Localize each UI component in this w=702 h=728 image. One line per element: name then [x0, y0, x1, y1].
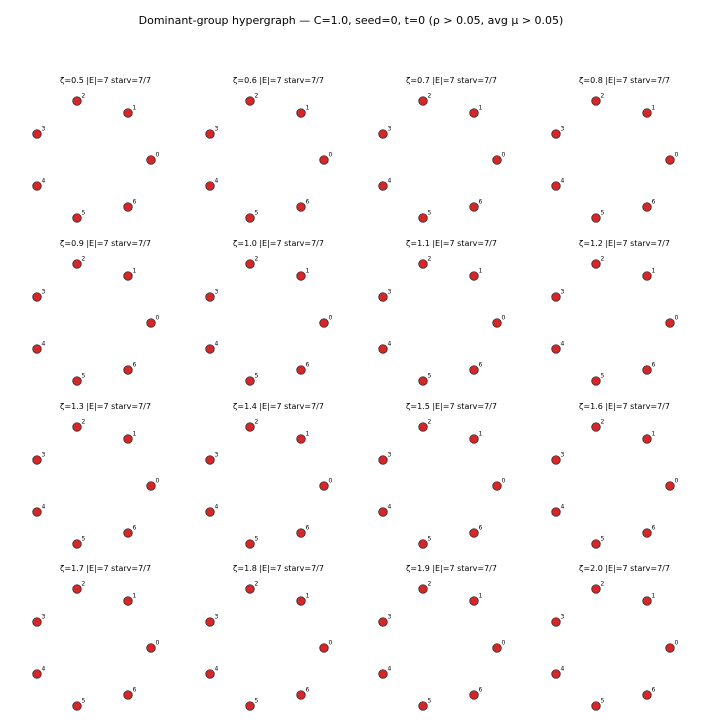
node-label-2: 2	[600, 92, 605, 100]
hypergraph-panel	[365, 76, 538, 238]
panel-title: ζ=0.6 |E|=7 starv=7/7	[233, 76, 324, 85]
node-3	[206, 618, 215, 627]
node-label-0: 0	[155, 314, 160, 322]
hypergraph-plot	[538, 76, 702, 238]
hypergraph-plot	[19, 402, 192, 564]
node-label-5: 5	[81, 209, 86, 217]
node-label-6: 6	[651, 361, 656, 369]
node-label-6: 6	[478, 686, 483, 694]
node-1	[470, 435, 479, 444]
node-label-5: 5	[427, 535, 432, 543]
hypergraph-panel	[19, 76, 192, 238]
hypergraph-plot	[192, 76, 365, 238]
node-label-5: 5	[254, 372, 259, 380]
node-1	[470, 272, 479, 281]
node-1	[297, 597, 306, 606]
node-label-3: 3	[387, 125, 392, 133]
node-label-0: 0	[674, 639, 679, 647]
node-0	[147, 482, 156, 491]
node-0	[320, 644, 329, 653]
node-0	[493, 156, 502, 165]
hypergraph-panel	[19, 564, 192, 726]
hypergraph-plot	[192, 402, 365, 564]
panel-title: ζ=1.3 |E|=7 starv=7/7	[60, 402, 151, 411]
node-1	[643, 597, 652, 606]
node-1	[643, 109, 652, 118]
node-1	[297, 435, 306, 444]
node-label-4: 4	[387, 340, 392, 348]
node-label-0: 0	[155, 151, 160, 159]
node-0	[493, 319, 502, 328]
node-label-2: 2	[254, 418, 259, 426]
node-label-2: 2	[427, 92, 432, 100]
node-label-4: 4	[560, 503, 565, 511]
node-4	[552, 670, 561, 679]
node-label-0: 0	[501, 477, 506, 485]
node-0	[666, 319, 675, 328]
node-1	[124, 272, 133, 281]
node-6	[297, 203, 306, 212]
node-6	[643, 691, 652, 700]
node-label-5: 5	[254, 209, 259, 217]
node-label-6: 6	[132, 686, 137, 694]
node-label-2: 2	[600, 418, 605, 426]
node-label-1: 1	[478, 104, 483, 112]
node-2	[73, 260, 82, 269]
node-3	[379, 293, 388, 302]
node-1	[643, 272, 652, 281]
node-label-2: 2	[427, 418, 432, 426]
hypergraph-plot	[19, 564, 192, 726]
node-5	[592, 540, 601, 549]
node-label-5: 5	[600, 697, 605, 705]
node-label-0: 0	[155, 477, 160, 485]
node-label-5: 5	[600, 535, 605, 543]
node-4	[33, 182, 42, 191]
node-label-3: 3	[41, 288, 46, 296]
node-label-6: 6	[651, 686, 656, 694]
node-label-0: 0	[501, 314, 506, 322]
node-label-1: 1	[132, 104, 137, 112]
node-6	[643, 529, 652, 538]
node-4	[206, 182, 215, 191]
node-5	[419, 377, 428, 386]
panel-title: ζ=1.9 |E|=7 starv=7/7	[406, 564, 497, 573]
node-6	[470, 366, 479, 375]
node-label-3: 3	[387, 613, 392, 621]
node-label-2: 2	[254, 92, 259, 100]
node-label-5: 5	[600, 209, 605, 217]
node-label-3: 3	[41, 125, 46, 133]
node-4	[33, 345, 42, 354]
hypergraph-plot	[538, 564, 702, 726]
node-label-5: 5	[254, 697, 259, 705]
node-label-3: 3	[214, 125, 219, 133]
node-6	[124, 203, 133, 212]
node-2	[246, 97, 255, 106]
node-2	[592, 585, 601, 594]
node-label-1: 1	[132, 267, 137, 275]
hypergraph-plot	[365, 564, 538, 726]
node-4	[379, 345, 388, 354]
node-1	[470, 597, 479, 606]
node-label-6: 6	[305, 361, 310, 369]
node-5	[246, 702, 255, 711]
node-label-3: 3	[387, 451, 392, 459]
node-5	[419, 702, 428, 711]
figure-title: Dominant-group hypergraph — C=1.0, seed=0, t=0 (ρ > 0.05, avg μ > 0.05)	[138, 14, 564, 27]
node-3	[379, 456, 388, 465]
hypergraph-panel	[192, 402, 365, 564]
node-3	[206, 130, 215, 139]
node-label-4: 4	[214, 340, 219, 348]
node-label-1: 1	[305, 267, 310, 275]
node-4	[379, 670, 388, 679]
node-label-2: 2	[81, 580, 86, 588]
node-label-1: 1	[651, 104, 656, 112]
node-4	[206, 508, 215, 517]
node-5	[73, 214, 82, 223]
hypergraph-panel	[538, 76, 702, 238]
node-label-3: 3	[214, 288, 219, 296]
node-label-4: 4	[214, 177, 219, 185]
node-5	[246, 540, 255, 549]
node-label-2: 2	[81, 255, 86, 263]
node-6	[297, 691, 306, 700]
node-label-3: 3	[41, 451, 46, 459]
node-label-6: 6	[305, 686, 310, 694]
node-2	[419, 585, 428, 594]
hypergraph-plot	[19, 76, 192, 238]
hypergraph-panel	[365, 564, 538, 726]
node-label-0: 0	[674, 314, 679, 322]
node-1	[124, 435, 133, 444]
node-6	[470, 691, 479, 700]
node-label-5: 5	[254, 535, 259, 543]
hypergraph-panel	[192, 76, 365, 238]
node-label-5: 5	[81, 697, 86, 705]
node-0	[493, 644, 502, 653]
hypergraph-plot	[192, 239, 365, 401]
node-0	[147, 319, 156, 328]
node-4	[206, 670, 215, 679]
node-label-3: 3	[560, 613, 565, 621]
node-3	[33, 456, 42, 465]
panel-title: ζ=1.8 |E|=7 starv=7/7	[233, 564, 324, 573]
hypergraph-panel	[192, 239, 365, 401]
node-label-2: 2	[81, 418, 86, 426]
node-2	[246, 423, 255, 432]
node-0	[666, 156, 675, 165]
panel-title: ζ=1.0 |E|=7 starv=7/7	[233, 239, 324, 248]
node-3	[33, 618, 42, 627]
hypergraph-panel	[538, 564, 702, 726]
node-label-6: 6	[478, 198, 483, 206]
node-3	[552, 130, 561, 139]
node-label-4: 4	[41, 340, 46, 348]
node-label-0: 0	[328, 639, 333, 647]
node-1	[124, 597, 133, 606]
node-label-3: 3	[560, 451, 565, 459]
panel-title: ζ=0.7 |E|=7 starv=7/7	[406, 76, 497, 85]
node-label-6: 6	[132, 524, 137, 532]
node-label-0: 0	[155, 639, 160, 647]
node-label-4: 4	[41, 665, 46, 673]
node-2	[73, 585, 82, 594]
panel-title: ζ=1.4 |E|=7 starv=7/7	[233, 402, 324, 411]
node-6	[297, 366, 306, 375]
node-label-1: 1	[651, 430, 656, 438]
hypergraph-plot	[365, 402, 538, 564]
node-4	[379, 508, 388, 517]
node-label-1: 1	[305, 592, 310, 600]
hypergraph-plot	[538, 239, 702, 401]
node-label-0: 0	[501, 639, 506, 647]
node-5	[246, 377, 255, 386]
panel-title: ζ=2.0 |E|=7 starv=7/7	[579, 564, 670, 573]
hypergraph-plot	[538, 402, 702, 564]
node-label-4: 4	[41, 177, 46, 185]
node-label-6: 6	[651, 524, 656, 532]
node-6	[124, 691, 133, 700]
node-3	[33, 293, 42, 302]
panel-title: ζ=1.6 |E|=7 starv=7/7	[579, 402, 670, 411]
node-label-4: 4	[41, 503, 46, 511]
node-label-3: 3	[387, 288, 392, 296]
node-label-3: 3	[560, 288, 565, 296]
node-label-5: 5	[427, 697, 432, 705]
node-0	[147, 156, 156, 165]
node-5	[592, 702, 601, 711]
node-label-4: 4	[214, 665, 219, 673]
node-6	[470, 203, 479, 212]
hypergraph-plot	[365, 76, 538, 238]
node-2	[419, 423, 428, 432]
node-2	[73, 423, 82, 432]
node-label-1: 1	[478, 592, 483, 600]
node-1	[470, 109, 479, 118]
node-6	[124, 366, 133, 375]
node-label-2: 2	[81, 92, 86, 100]
node-label-5: 5	[427, 372, 432, 380]
node-2	[592, 423, 601, 432]
node-5	[419, 540, 428, 549]
node-0	[320, 319, 329, 328]
node-2	[73, 97, 82, 106]
node-6	[124, 529, 133, 538]
node-label-2: 2	[427, 580, 432, 588]
node-label-1: 1	[305, 104, 310, 112]
panel-title: ζ=1.7 |E|=7 starv=7/7	[60, 564, 151, 573]
node-3	[33, 130, 42, 139]
node-1	[643, 435, 652, 444]
node-3	[379, 130, 388, 139]
node-label-3: 3	[560, 125, 565, 133]
node-0	[320, 482, 329, 491]
hypergraph-plot	[192, 564, 365, 726]
node-label-5: 5	[600, 372, 605, 380]
node-label-6: 6	[651, 198, 656, 206]
node-label-4: 4	[387, 503, 392, 511]
node-3	[552, 456, 561, 465]
node-6	[470, 529, 479, 538]
node-label-0: 0	[674, 477, 679, 485]
node-label-2: 2	[427, 255, 432, 263]
node-2	[246, 260, 255, 269]
node-2	[419, 260, 428, 269]
node-label-6: 6	[478, 524, 483, 532]
node-2	[419, 97, 428, 106]
node-5	[592, 214, 601, 223]
hypergraph-panel	[19, 239, 192, 401]
node-2	[592, 97, 601, 106]
node-label-4: 4	[387, 177, 392, 185]
node-label-1: 1	[651, 592, 656, 600]
node-5	[246, 214, 255, 223]
hypergraph-panel	[19, 402, 192, 564]
node-3	[552, 293, 561, 302]
node-label-5: 5	[81, 372, 86, 380]
node-0	[666, 644, 675, 653]
node-label-6: 6	[478, 361, 483, 369]
node-label-0: 0	[328, 151, 333, 159]
node-label-4: 4	[387, 665, 392, 673]
node-label-6: 6	[132, 361, 137, 369]
panel-title: ζ=0.5 |E|=7 starv=7/7	[60, 76, 151, 85]
node-5	[419, 214, 428, 223]
node-4	[33, 508, 42, 517]
hypergraph-plot	[365, 239, 538, 401]
node-label-6: 6	[132, 198, 137, 206]
hypergraph-panel	[365, 402, 538, 564]
hypergraph-panel	[538, 239, 702, 401]
node-label-5: 5	[427, 209, 432, 217]
panel-title: ζ=1.1 |E|=7 starv=7/7	[406, 239, 497, 248]
node-5	[592, 377, 601, 386]
node-5	[73, 702, 82, 711]
node-label-6: 6	[305, 198, 310, 206]
node-0	[320, 156, 329, 165]
panel-title: ζ=1.2 |E|=7 starv=7/7	[579, 239, 670, 248]
node-1	[297, 272, 306, 281]
node-3	[379, 618, 388, 627]
node-6	[643, 203, 652, 212]
node-label-2: 2	[600, 580, 605, 588]
node-0	[147, 644, 156, 653]
node-label-6: 6	[305, 524, 310, 532]
node-label-2: 2	[254, 580, 259, 588]
node-4	[552, 182, 561, 191]
node-label-2: 2	[254, 255, 259, 263]
node-label-0: 0	[501, 151, 506, 159]
node-3	[206, 456, 215, 465]
node-label-3: 3	[214, 451, 219, 459]
node-label-1: 1	[305, 430, 310, 438]
node-0	[493, 482, 502, 491]
node-4	[206, 345, 215, 354]
node-6	[643, 366, 652, 375]
node-4	[33, 670, 42, 679]
node-label-1: 1	[132, 592, 137, 600]
node-label-2: 2	[600, 255, 605, 263]
node-label-1: 1	[132, 430, 137, 438]
panel-title: ζ=0.8 |E|=7 starv=7/7	[579, 76, 670, 85]
node-label-4: 4	[560, 177, 565, 185]
node-label-4: 4	[560, 340, 565, 348]
node-label-0: 0	[674, 151, 679, 159]
panel-title: ζ=1.5 |E|=7 starv=7/7	[406, 402, 497, 411]
node-5	[73, 377, 82, 386]
hypergraph-panel	[365, 239, 538, 401]
node-1	[297, 109, 306, 118]
node-3	[206, 293, 215, 302]
node-label-3: 3	[41, 613, 46, 621]
node-3	[552, 618, 561, 627]
panel-title: ζ=0.9 |E|=7 starv=7/7	[60, 239, 151, 248]
node-0	[666, 482, 675, 491]
node-label-5: 5	[81, 535, 86, 543]
node-6	[297, 529, 306, 538]
node-2	[592, 260, 601, 269]
node-4	[552, 508, 561, 517]
node-label-0: 0	[328, 314, 333, 322]
node-5	[73, 540, 82, 549]
node-1	[124, 109, 133, 118]
node-label-4: 4	[560, 665, 565, 673]
node-4	[552, 345, 561, 354]
hypergraph-panel	[538, 402, 702, 564]
node-label-1: 1	[478, 430, 483, 438]
hypergraph-panel	[192, 564, 365, 726]
node-label-1: 1	[478, 267, 483, 275]
node-4	[379, 182, 388, 191]
node-2	[246, 585, 255, 594]
node-label-1: 1	[651, 267, 656, 275]
node-label-4: 4	[214, 503, 219, 511]
hypergraph-plot	[19, 239, 192, 401]
node-label-3: 3	[214, 613, 219, 621]
node-label-0: 0	[328, 477, 333, 485]
